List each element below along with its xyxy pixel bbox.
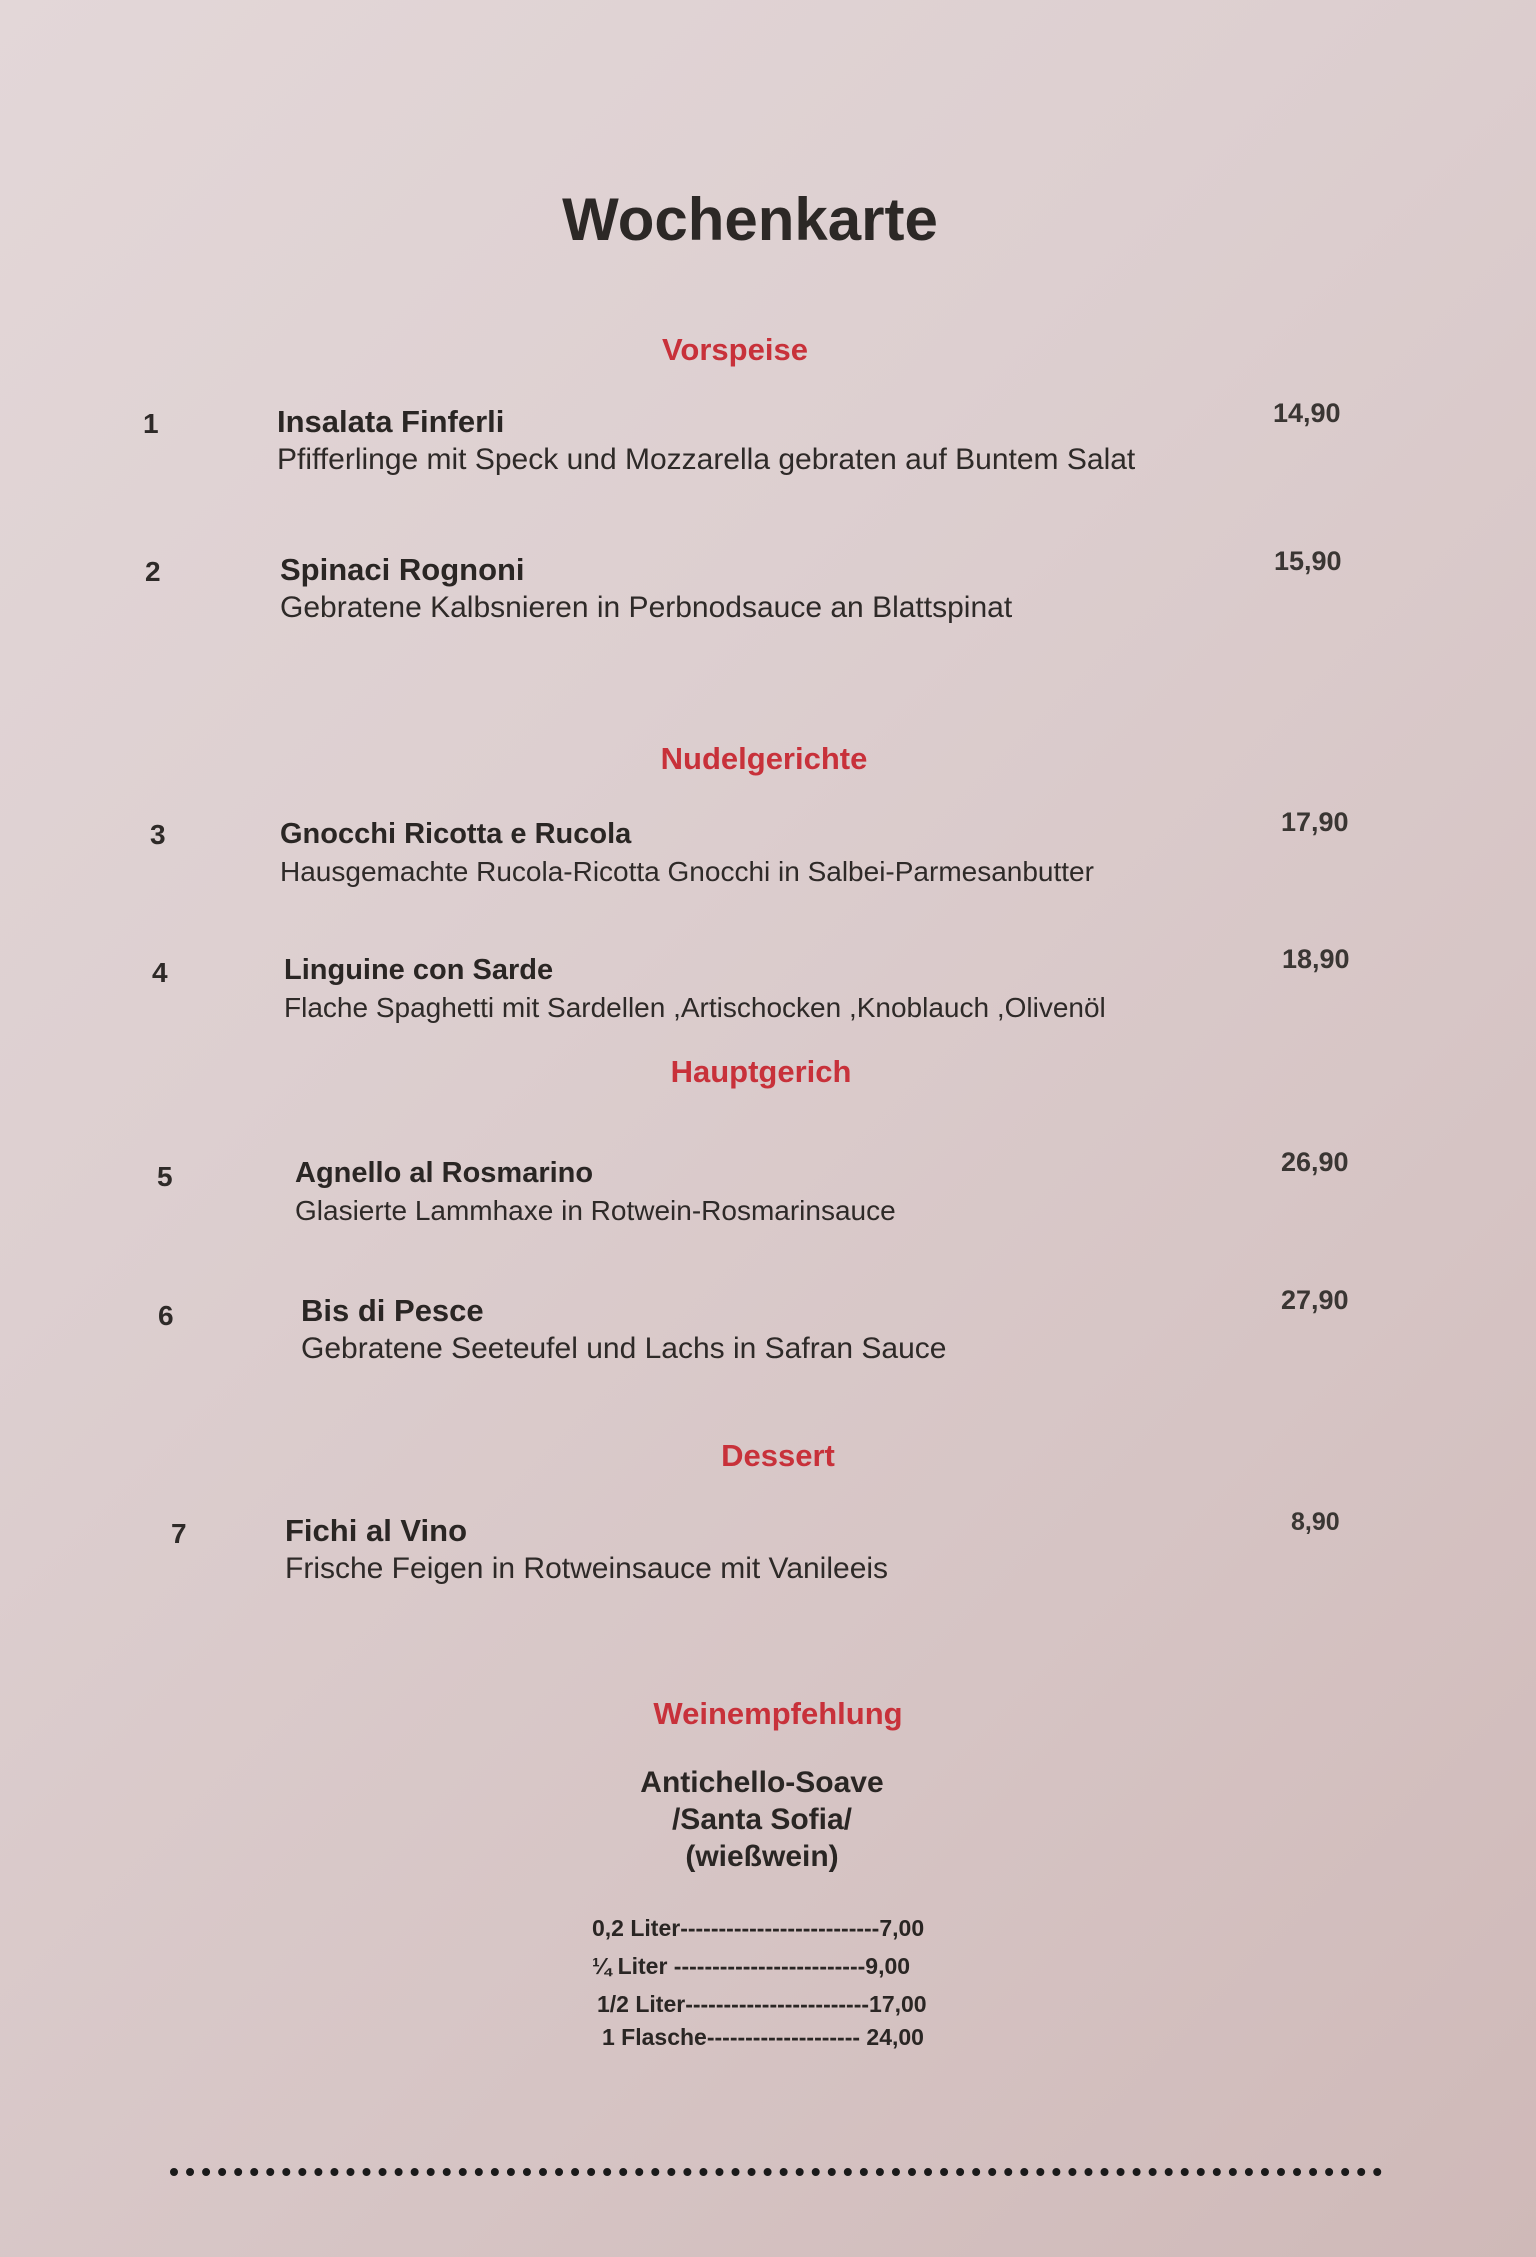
- dish-price: 26,90: [1281, 1147, 1349, 1177]
- menu-item: [280, 551, 1012, 627]
- dish-name: Bis di Pesce: [301, 1293, 484, 1328]
- dish-description: Gebratene Seeteufel und Lachs in Safran Sauce: [301, 1332, 947, 1365]
- dish-price: 27,90: [1281, 1285, 1349, 1315]
- wine-line: (wießwein): [685, 1840, 839, 1873]
- wine-line: Antichello-Soave: [640, 1766, 884, 1799]
- dish-price: 15,90: [1274, 546, 1342, 576]
- wine-line: /Santa Sofia/: [671, 1803, 853, 1836]
- section-hauptgericht: Hauptgerich: [670, 1054, 852, 1089]
- menu-item: [280, 815, 1094, 891]
- dish-price: 14,90: [1273, 398, 1341, 428]
- page-title: Wochenkarte: [562, 186, 938, 253]
- dish-price: 18,90: [1282, 944, 1350, 974]
- menu-item: [301, 1292, 946, 1368]
- dish-name: Gnocchi Ricotta e Rucola: [280, 818, 632, 850]
- dish-name: Insalata Finferli: [277, 404, 505, 439]
- item-number: 1: [143, 408, 159, 439]
- dotted-divider: [170, 2168, 1382, 2176]
- section-nudelgerichte: Nudelgerichte: [660, 741, 868, 776]
- menu-item: [277, 403, 1135, 479]
- section-dessert: Dessert: [721, 1438, 835, 1473]
- dish-name: Linguine con Sarde: [284, 954, 554, 986]
- menu-item: [295, 1154, 896, 1230]
- dish-description: Frische Feigen in Rotweinsauce mit Vanileeis: [285, 1552, 889, 1585]
- item-number: 6: [158, 1300, 174, 1331]
- item-number: 3: [150, 819, 166, 850]
- item-number: 4: [152, 957, 168, 988]
- item-number: 2: [145, 556, 161, 587]
- section-vorspeise: Vorspeise: [662, 332, 808, 367]
- dish-name: Fichi al Vino: [285, 1513, 468, 1548]
- wine-name: [0, 1764, 1536, 1875]
- menu-item: [284, 951, 1106, 1027]
- dish-price: 8,90: [1291, 1508, 1340, 1536]
- item-number: 5: [157, 1161, 173, 1192]
- menu-item: [285, 1512, 888, 1588]
- wine-price-line: 0,2 Liter--------------------------7,00: [592, 1915, 925, 1941]
- dish-description: Hausgemachte Rucola-Ricotta Gnocchi in Salbei-Parmesanbutter: [280, 856, 1094, 887]
- dish-description: Flache Spaghetti mit Sardellen ,Artischocken ,Knoblauch ,Olivenöl: [284, 992, 1106, 1023]
- wine-price-line: 1 Flasche-------------------- 24,00: [602, 2024, 924, 2050]
- dish-description: Glasierte Lammhaxe in Rotwein-Rosmarinsauce: [295, 1195, 896, 1226]
- dish-price: 17,90: [1281, 807, 1349, 837]
- item-number: 7: [171, 1518, 187, 1549]
- dish-name: Agnello al Rosmarino: [295, 1157, 594, 1189]
- dish-description: Pfifferlinge mit Speck und Mozzarella gebraten auf Buntem Salat: [277, 443, 1136, 476]
- dish-description: Gebratene Kalbsnieren in Perbnodsauce an Blattspinat: [280, 591, 1013, 624]
- dish-name: Spinaci Rognoni: [280, 552, 525, 587]
- wine-price-line: 1/2 Liter------------------------17,00: [597, 1991, 927, 2017]
- section-weinempfehlung: Weinempfehlung: [653, 1696, 903, 1731]
- wine-price-line: ¼ Liter -------------------------9,00: [592, 1953, 911, 1979]
